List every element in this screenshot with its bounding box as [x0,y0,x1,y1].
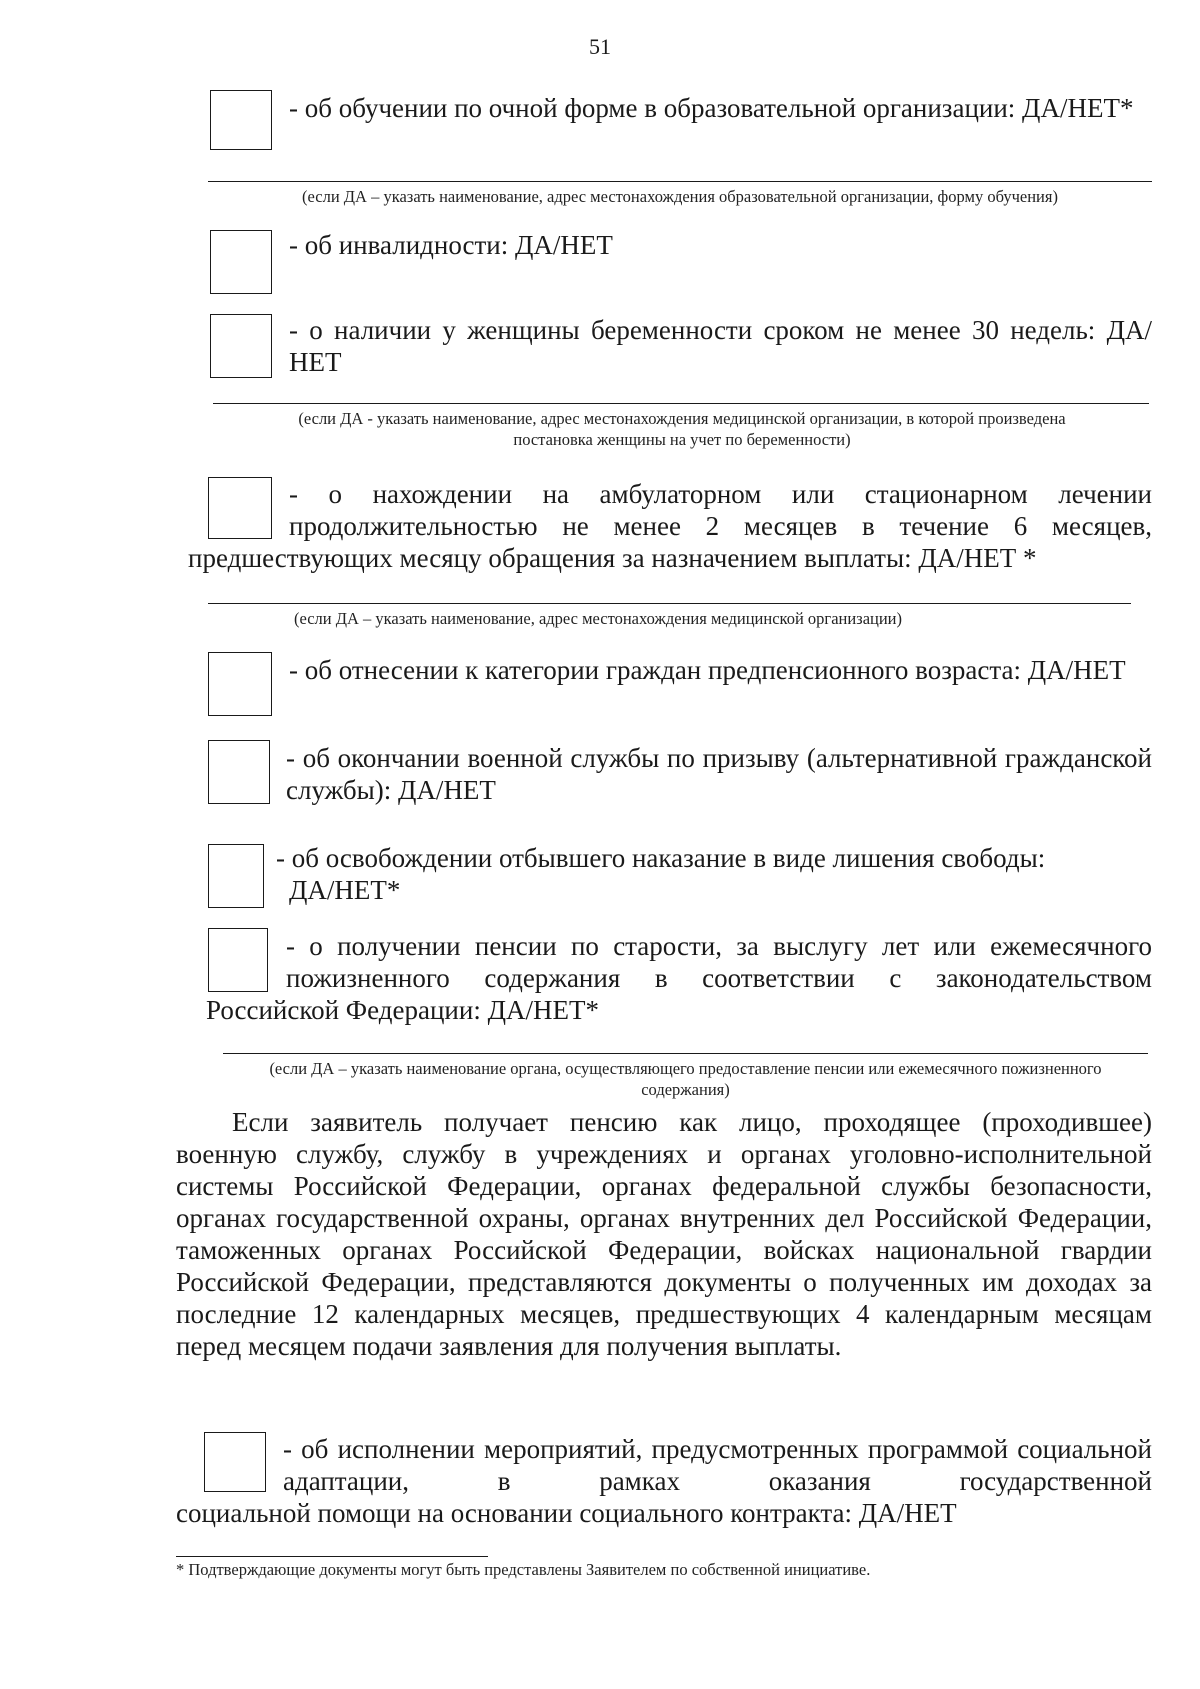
footnote-separator [176,1556,488,1557]
social-contract-item-continuation: социальной помощи на основании социального контракта: ДА/НЕТ [176,1498,957,1528]
page-number: 51 [589,34,611,59]
pension-checkbox[interactable] [208,928,268,992]
military-service-item-text: - об окончании военной службы по призыву (альтернативной гражданской службы): ДА/НЕТ [286,743,1152,805]
pregnancy-fill-line[interactable] [213,403,1149,404]
treatment-note: (если ДА – указать наименование, адрес местонахождения медицинской организации) [293,609,903,628]
pregnancy-checkbox[interactable] [210,314,272,378]
treatment-checkbox[interactable] [208,477,272,539]
release-item-text: - об освобождении отбывшего наказание в виде лишения свободы: [276,843,1046,873]
education-item-text: - об обучении по очной форме в образовательной организации: ДА/НЕТ* [289,93,1134,123]
pre-pension-checkbox[interactable] [208,652,272,716]
pre-pension-item-text: - об отнесении к категории граждан предпенсионного возраста: ДА/НЕТ [289,655,1126,685]
release-checkbox[interactable] [208,844,264,908]
pension-note: (если ДА – указать наименование органа, осуществляющего предоставление пенсии или ежемесячного пожизненного содержания) [269,1059,1102,1099]
military-service-checkbox[interactable] [208,740,270,804]
social-contract-checkbox[interactable] [204,1432,266,1492]
pregnancy-note: (если ДА - указать наименование, адрес местонахождения медицинской организации, в которой произведена постановка женщины на учет по беременности) [298,409,1066,449]
military-pension-paragraph: Если заявитель получает пенсию как лицо, проходящее (проходившее) военную службу, службу в учреждениях и органах уголовно-исполнительной системы Российской Федерации, органах федеральной службы безопасности, органах государственной охраны, органах внутренних дел Российской Федерации, таможенных органах Российской Федерации, войсках национальной гвардии Российской Федерации, представляются документы о полученных им доходах за последние 12 календарных месяцев, предшествующих 4 календарным месяцам перед месяцем подачи заявления для получения выплаты. [176,1107,1152,1361]
treatment-fill-line[interactable] [208,603,1131,604]
release-item-continuation: ДА/НЕТ* [289,875,401,905]
footnote: * Подтверждающие документы могут быть представлены Заявителем по собственной инициативе. [176,1560,871,1579]
education-checkbox[interactable] [210,90,272,150]
disability-item-text: - об инвалидности: ДА/НЕТ [289,230,613,260]
pension-item-continuation: Российской Федерации: ДА/НЕТ* [206,995,599,1025]
disability-checkbox[interactable] [210,230,272,294]
education-note: (если ДА – указать наименование, адрес местонахождения образовательной организации, форму обучения) [302,187,1058,206]
treatment-item-text: - о нахождении на амбулаторном или стационарном лечении продолжительностью не менее 2 месяцев в течение 6 месяцев, [289,479,1152,541]
social-contract-item-text: - об исполнении мероприятий, предусмотренных программой социальной адаптации, в рамках оказания государственной [283,1434,1152,1496]
treatment-item-continuation: предшествующих месяцу обращения за назначением выплаты: ДА/НЕТ * [188,543,1037,573]
pregnancy-item-text: - о наличии у женщины беременности сроком не менее 30 недель: ДА/НЕТ [289,315,1152,377]
education-fill-line[interactable] [208,181,1152,182]
pension-fill-line[interactable] [223,1053,1148,1054]
pension-item-text: - о получении пенсии по старости, за выслугу лет или ежемесячного пожизненного содержания в соответствии с законодательством [286,931,1152,993]
